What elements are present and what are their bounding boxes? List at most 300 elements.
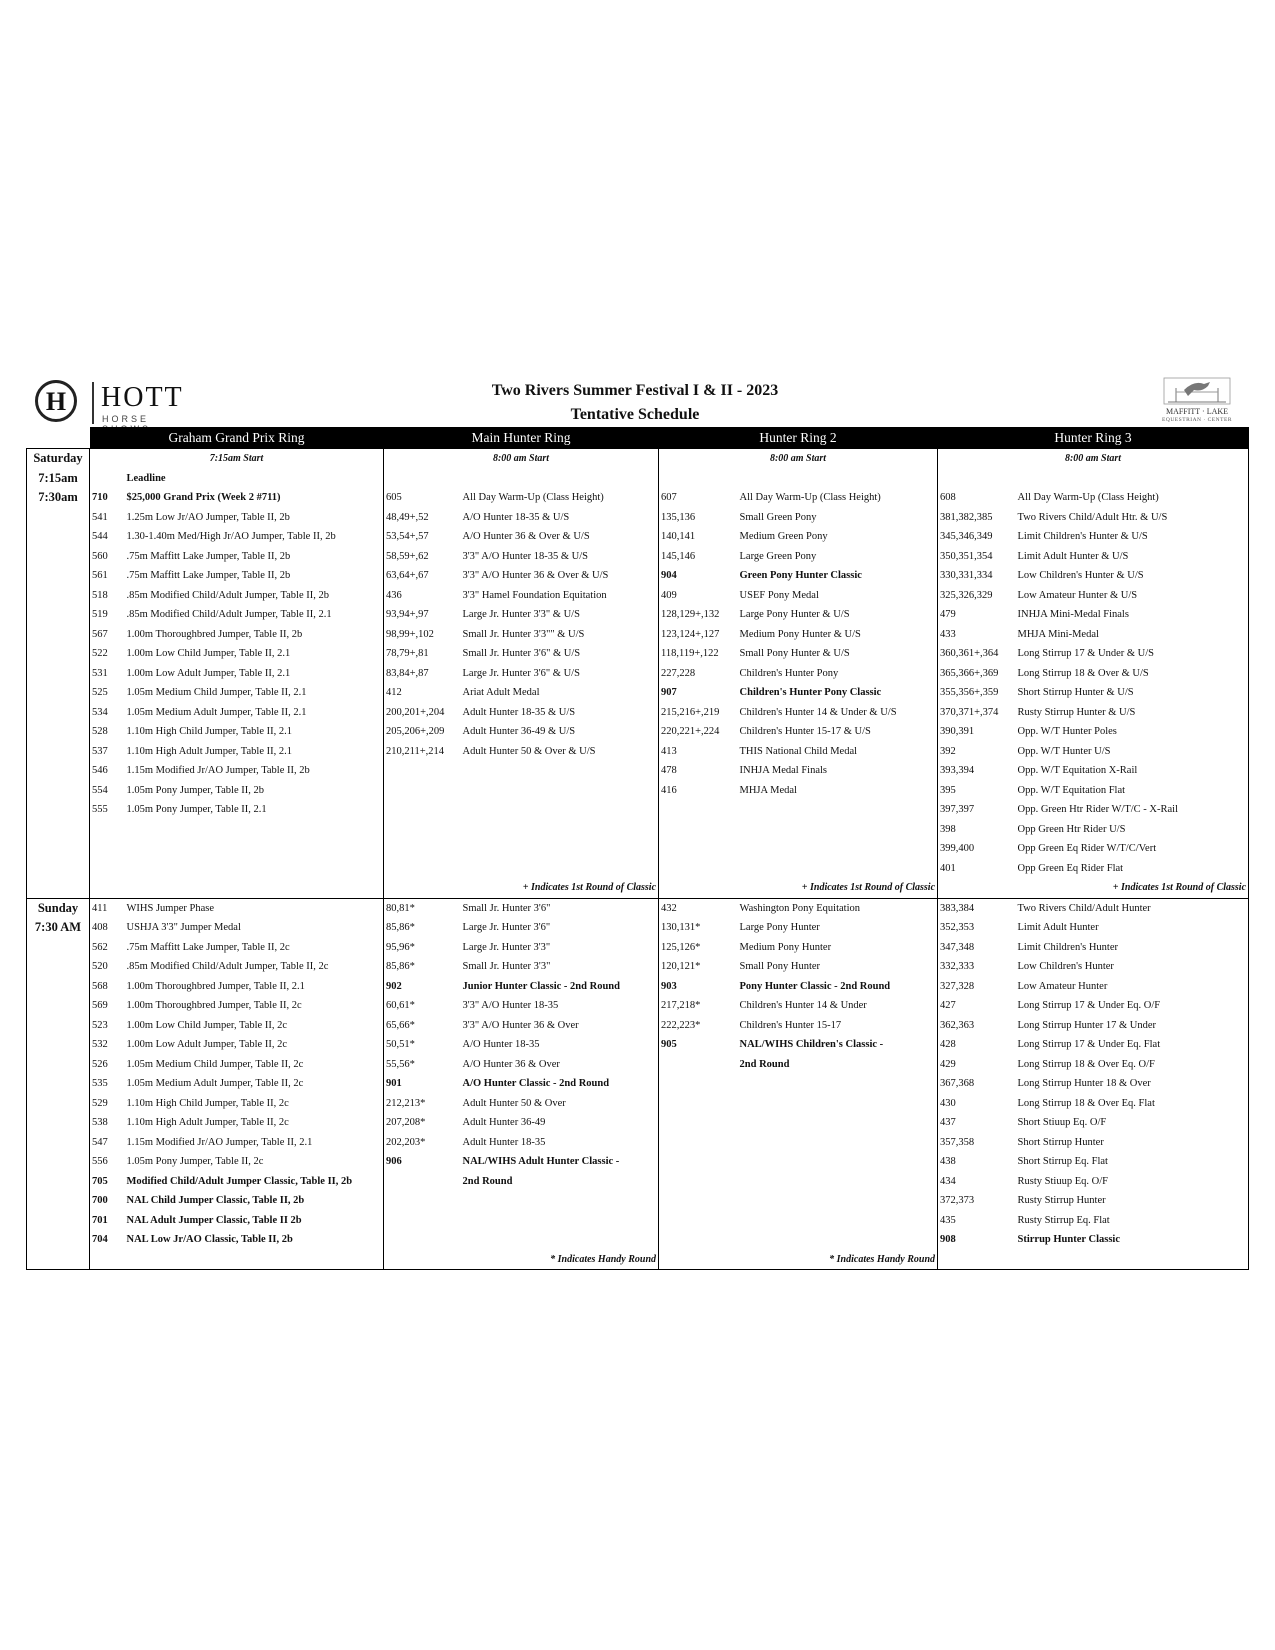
class-description: Children's Hunter 14 & Under bbox=[738, 996, 938, 1016]
class-description: A/O Hunter 36 & Over bbox=[461, 1055, 659, 1075]
class-number bbox=[659, 859, 738, 879]
sunday-notes-row bbox=[27, 1250, 1249, 1270]
ring-hunter-3: Hunter Ring 3 bbox=[938, 427, 1249, 449]
class-number bbox=[659, 1094, 738, 1114]
class-description: All Day Warm-Up (Class Height) bbox=[738, 488, 938, 508]
class-description: Large Pony Hunter bbox=[738, 918, 938, 938]
table-row bbox=[27, 605, 1249, 625]
class-number: 120,121* bbox=[661, 961, 701, 972]
class-description: 1.25m Low Jr/AO Jumper, Table II, 2b bbox=[125, 508, 384, 528]
class-description: 1.00m Low Child Jumper, Table II, 2c bbox=[125, 1016, 384, 1036]
class-number: 411 bbox=[90, 898, 125, 918]
class-number: 212,213* bbox=[386, 1097, 426, 1109]
class-description: Opp Green Eq Rider W/T/C/Vert bbox=[1016, 839, 1249, 859]
class-description bbox=[738, 1074, 938, 1094]
class-description: Junior Hunter Classic - 2nd Round bbox=[461, 977, 659, 997]
class-description bbox=[461, 859, 659, 879]
class-description bbox=[738, 820, 938, 840]
class-number: 434 bbox=[940, 1175, 956, 1187]
class-description: 1.10m High Adult Jumper, Table II, 2c bbox=[125, 1113, 384, 1133]
class-number: 522 bbox=[92, 648, 108, 659]
class-description: Two Rivers Child/Adult Hunter bbox=[1016, 898, 1249, 918]
class-number: 399,400 bbox=[940, 843, 975, 854]
class-description: Opp. W/T Hunter U/S bbox=[1016, 742, 1249, 762]
class-description bbox=[738, 1094, 938, 1114]
class-number: 608 bbox=[940, 492, 956, 503]
class-number bbox=[659, 1230, 738, 1250]
class-description bbox=[738, 1211, 938, 1231]
ring-hunter-2: Hunter Ring 2 bbox=[659, 427, 938, 449]
class-description: NAL Low Jr/AO Classic, Table II, 2b bbox=[125, 1230, 384, 1250]
schedule-body bbox=[27, 449, 1249, 1270]
class-description: Opp. W/T Hunter Poles bbox=[1016, 722, 1249, 742]
table-row bbox=[27, 1211, 1249, 1231]
class-number: 546 bbox=[92, 765, 108, 776]
class-number bbox=[659, 1172, 738, 1192]
class-number: 125,126* bbox=[661, 941, 701, 953]
class-number: 381,382,385 bbox=[940, 511, 993, 523]
class-description: Rusty Stiuup Eq. O/F bbox=[1016, 1172, 1249, 1192]
class-description: Small Jr. Hunter 3'6" & U/S bbox=[461, 644, 659, 664]
class-description: Long Stirrup 17 & Under & U/S bbox=[1016, 644, 1249, 664]
class-description bbox=[461, 1230, 659, 1250]
class-description: All Day Warm-Up (Class Height) bbox=[461, 488, 659, 508]
class-description: Rusty Stirrup Hunter & U/S bbox=[1016, 703, 1249, 723]
class-description: 1.05m Medium Adult Jumper, Table II, 2.1 bbox=[125, 703, 384, 723]
class-description: Small Jr. Hunter 3'3"" & U/S bbox=[461, 625, 659, 645]
class-description: Opp. W/T Equitation Flat bbox=[1016, 781, 1249, 801]
class-number bbox=[90, 859, 125, 879]
class-number: 83,84+,87 bbox=[386, 667, 429, 679]
class-description: Long Stirrup 18 & Over & U/S bbox=[1016, 664, 1249, 684]
class-description: Long Stirrup 17 & Under Eq. Flat bbox=[1016, 1035, 1249, 1055]
class-description: Large Jr. Hunter 3'3" & U/S bbox=[461, 605, 659, 625]
class-description: Limit Children's Hunter & U/S bbox=[1016, 527, 1249, 547]
class-description: 1.10m High Child Jumper, Table II, 2.1 bbox=[125, 722, 384, 742]
class-number bbox=[659, 1191, 738, 1211]
class-description: Ariat Adult Medal bbox=[461, 683, 659, 703]
class-number: 560 bbox=[92, 550, 108, 562]
class-number: 535 bbox=[92, 1078, 108, 1089]
class-number: 908 bbox=[940, 1234, 956, 1245]
class-description: Opp. W/T Equitation X-Rail bbox=[1016, 761, 1249, 781]
table-row bbox=[27, 488, 1249, 508]
class-number: 50,51* bbox=[386, 1039, 415, 1050]
class-number: 531 bbox=[92, 667, 108, 679]
class-description bbox=[738, 839, 938, 859]
class-description: USEF Pony Medal bbox=[738, 586, 938, 606]
class-description: 1.05m Pony Jumper, Table II, 2.1 bbox=[125, 800, 384, 820]
class-number: 145,146 bbox=[661, 550, 696, 562]
class-description: Adult Hunter 50 & Over & U/S bbox=[461, 742, 659, 762]
table-row bbox=[27, 508, 1249, 528]
class-number: 362,363 bbox=[940, 1019, 975, 1031]
table-row bbox=[27, 703, 1249, 723]
class-number: 416 bbox=[661, 784, 677, 796]
class-description bbox=[738, 1191, 938, 1211]
class-description: Rusty Stirrup Hunter bbox=[1016, 1191, 1249, 1211]
class-number: 393,394 bbox=[940, 765, 975, 776]
class-number: 541 bbox=[92, 511, 108, 523]
class-description: NAL Child Jumper Classic, Table II, 2b bbox=[125, 1191, 384, 1211]
class-number: 607 bbox=[661, 492, 677, 503]
class-description: Adult Hunter 18-35 bbox=[461, 1133, 659, 1153]
class-description: Short Stirrup Eq. Flat bbox=[1016, 1152, 1249, 1172]
class-number: 528 bbox=[92, 726, 108, 737]
class-description: INHJA Medal Finals bbox=[738, 761, 938, 781]
class-description: Limit Children's Hunter bbox=[1016, 938, 1249, 958]
class-number: 63,64+,67 bbox=[386, 570, 429, 581]
class-description: .75m Maffitt Lake Jumper, Table II, 2b bbox=[125, 566, 384, 586]
table-row bbox=[27, 664, 1249, 684]
page-subtitle: Tentative Schedule bbox=[570, 406, 700, 423]
class-description: 1.00m Low Child Jumper, Table II, 2.1 bbox=[125, 644, 384, 664]
class-number: 561 bbox=[92, 570, 108, 581]
class-description: 1.05m Medium Child Jumper, Table II, 2.1 bbox=[125, 683, 384, 703]
table-row bbox=[27, 1094, 1249, 1114]
class-number: 907 bbox=[661, 687, 677, 698]
class-description: Small Green Pony bbox=[738, 508, 938, 528]
class-number: 330,331,334 bbox=[940, 570, 993, 581]
class-number: 202,203* bbox=[386, 1136, 426, 1148]
class-description bbox=[461, 1211, 659, 1231]
class-number bbox=[384, 800, 461, 820]
class-description: Long Stirrup 18 & Over Eq. O/F bbox=[1016, 1055, 1249, 1075]
class-description: 1.00m Low Adult Jumper, Table II, 2.1 bbox=[125, 664, 384, 684]
class-number: 332,333 bbox=[940, 961, 975, 972]
class-number: 427 bbox=[940, 1000, 956, 1011]
class-description: Long Stirrup Hunter 17 & Under bbox=[1016, 1016, 1249, 1036]
saturday-start-row bbox=[27, 449, 1249, 469]
table-row bbox=[27, 996, 1249, 1016]
class-number: 85,86* bbox=[386, 961, 415, 972]
class-number: 547 bbox=[92, 1136, 108, 1148]
class-number: 569 bbox=[92, 1000, 108, 1011]
class-description: Short Stiuup Eq. O/F bbox=[1016, 1113, 1249, 1133]
page-title: Two Rivers Summer Festival I & II - 2023 bbox=[491, 382, 779, 399]
table-row bbox=[27, 859, 1249, 879]
class-description: 1.00m Thoroughbred Jumper, Table II, 2c bbox=[125, 996, 384, 1016]
table-row bbox=[27, 742, 1249, 762]
class-description: Washington Pony Equitation bbox=[738, 898, 938, 918]
class-description: 1.00m Low Adult Jumper, Table II, 2c bbox=[125, 1035, 384, 1055]
class-description: THIS National Child Medal bbox=[738, 742, 938, 762]
class-number bbox=[384, 761, 461, 781]
class-number: 357,358 bbox=[940, 1136, 975, 1148]
class-description: 1.05m Pony Jumper, Table II, 2b bbox=[125, 781, 384, 801]
class-number: 128,129+,132 bbox=[661, 609, 720, 620]
class-number: 433 bbox=[940, 628, 956, 640]
class-number: 355,356+,359 bbox=[940, 687, 999, 698]
class-number: 58,59+,62 bbox=[386, 550, 429, 562]
class-number: 48,49+,52 bbox=[386, 511, 429, 523]
class-number: 205,206+,209 bbox=[386, 726, 445, 737]
class-description bbox=[125, 859, 384, 879]
class-number: 78,79+,81 bbox=[386, 648, 429, 659]
table-row bbox=[27, 1172, 1249, 1192]
class-number: 905 bbox=[661, 1039, 677, 1050]
class-description: Small Pony Hunter bbox=[738, 957, 938, 977]
class-description: NAL Adult Jumper Classic, Table II 2b bbox=[125, 1211, 384, 1231]
class-description: USHJA 3'3" Jumper Medal bbox=[125, 918, 384, 938]
class-description bbox=[738, 1172, 938, 1192]
class-description bbox=[738, 1113, 938, 1133]
class-description: 1.00m Thoroughbred Jumper, Table II, 2.1 bbox=[125, 977, 384, 997]
class-description: Large Pony Hunter & U/S bbox=[738, 605, 938, 625]
class-description: Low Amateur Hunter bbox=[1016, 977, 1249, 997]
day-saturday: Saturday bbox=[27, 449, 90, 469]
class-number: 428 bbox=[940, 1039, 956, 1050]
class-number: 85,86* bbox=[386, 922, 415, 933]
class-description: 1.10m High Child Jumper, Table II, 2c bbox=[125, 1094, 384, 1114]
class-number: 562 bbox=[92, 941, 108, 953]
class-description: 3'3" A/O Hunter 18-35 & U/S bbox=[461, 547, 659, 567]
class-number: 408 bbox=[92, 922, 108, 933]
class-number: 529 bbox=[92, 1097, 108, 1109]
class-number: 210,211+,214 bbox=[386, 745, 445, 757]
class-description: 1.05m Medium Adult Jumper, Table II, 2c bbox=[125, 1074, 384, 1094]
class-description bbox=[461, 761, 659, 781]
class-number: 701 bbox=[92, 1214, 108, 1226]
class-number: 98,99+,102 bbox=[386, 628, 434, 640]
class-description bbox=[461, 1191, 659, 1211]
table-row bbox=[27, 820, 1249, 840]
class-description: Large Jr. Hunter 3'6" bbox=[461, 918, 659, 938]
sunday-time: 7:30 AM bbox=[27, 918, 90, 938]
class-description: Opp Green Htr Rider U/S bbox=[1016, 820, 1249, 840]
table-row bbox=[27, 566, 1249, 586]
class-number bbox=[384, 1172, 461, 1192]
class-description: Stirrup Hunter Classic bbox=[1016, 1230, 1249, 1250]
class-number bbox=[659, 820, 738, 840]
class-number: 519 bbox=[92, 609, 108, 620]
class-number: 436 bbox=[386, 589, 402, 601]
class-description: 1.15m Modified Jr/AO Jumper, Table II, 2.1 bbox=[125, 1133, 384, 1153]
class-description bbox=[738, 859, 938, 879]
class-description: Long Stirrup Hunter 18 & Over bbox=[1016, 1074, 1249, 1094]
table-row bbox=[27, 938, 1249, 958]
table-row bbox=[27, 683, 1249, 703]
class-description bbox=[461, 820, 659, 840]
class-number: 130,131* bbox=[661, 922, 701, 933]
class-description: Rusty Stirrup Eq. Flat bbox=[1016, 1211, 1249, 1231]
class-number: 325,326,329 bbox=[940, 589, 993, 601]
classic-note bbox=[90, 878, 384, 898]
class-description: Modified Child/Adult Jumper Classic, Table II, 2b bbox=[125, 1172, 384, 1192]
class-number bbox=[659, 839, 738, 859]
table-row bbox=[27, 1074, 1249, 1094]
table-row bbox=[27, 1133, 1249, 1153]
class-description: 1.00m Thoroughbred Jumper, Table II, 2b bbox=[125, 625, 384, 645]
class-description: 2nd Round bbox=[738, 1055, 938, 1075]
class-number bbox=[384, 1191, 461, 1211]
handy-round-note: * Indicates Handy Round bbox=[659, 1250, 938, 1270]
saturday-notes-row bbox=[27, 878, 1249, 898]
class-number: 217,218* bbox=[661, 1000, 701, 1011]
table-row bbox=[27, 644, 1249, 664]
class-description: Children's Hunter 14 & Under & U/S bbox=[738, 703, 938, 723]
class-number: 95,96* bbox=[386, 941, 415, 953]
table-row bbox=[27, 1016, 1249, 1036]
class-description bbox=[125, 820, 384, 840]
class-number: 365,366+,369 bbox=[940, 667, 999, 679]
class-number bbox=[384, 820, 461, 840]
maffitt-lake-logo: MAFFITT · LAKE EQUESTRIAN · CENTER bbox=[1152, 376, 1242, 428]
day-sunday: Sunday bbox=[27, 898, 90, 918]
class-description bbox=[461, 800, 659, 820]
class-number: 430 bbox=[940, 1097, 956, 1109]
class-description: Opp Green Eq Rider Flat bbox=[1016, 859, 1249, 879]
class-number: 544 bbox=[92, 531, 108, 542]
table-row bbox=[27, 1035, 1249, 1055]
class-description: MHJA Mini-Medal bbox=[1016, 625, 1249, 645]
class-description: A/O Hunter 18-35 bbox=[461, 1035, 659, 1055]
class-number: 397,397 bbox=[940, 804, 975, 815]
class-number: 705 bbox=[92, 1175, 108, 1187]
class-description: Opp. Green Htr Rider W/T/C - X-Rail bbox=[1016, 800, 1249, 820]
table-row bbox=[27, 722, 1249, 742]
class-description: Pony Hunter Classic - 2nd Round bbox=[738, 977, 938, 997]
table-row bbox=[27, 800, 1249, 820]
class-number: 432 bbox=[659, 898, 738, 918]
class-number: 401 bbox=[940, 862, 956, 874]
class-number: 409 bbox=[661, 589, 677, 601]
class-number: 532 bbox=[92, 1039, 108, 1050]
class-description: 1.05m Medium Child Jumper, Table II, 2c bbox=[125, 1055, 384, 1075]
class-description: INHJA Mini-Medal Finals bbox=[1016, 605, 1249, 625]
class-number: 55,56* bbox=[386, 1058, 415, 1070]
class-number: 123,124+,127 bbox=[661, 628, 720, 640]
class-number: 479 bbox=[940, 609, 956, 620]
ring-header-row bbox=[27, 427, 1249, 449]
handy-round-note bbox=[90, 1250, 384, 1270]
class-number bbox=[659, 1113, 738, 1133]
class-number: 327,328 bbox=[940, 980, 975, 992]
class-description: Large Jr. Hunter 3'3" bbox=[461, 938, 659, 958]
class-description: Medium Green Pony bbox=[738, 527, 938, 547]
class-number bbox=[659, 1152, 738, 1172]
class-number: 605 bbox=[386, 492, 402, 503]
horse-jump-icon bbox=[1160, 376, 1234, 408]
class-number: 215,216+,219 bbox=[661, 706, 720, 718]
class-number: 345,346,349 bbox=[940, 531, 993, 542]
class-number: 429 bbox=[940, 1058, 956, 1070]
hott-logo-word: HOTT bbox=[101, 382, 184, 413]
table-row bbox=[27, 761, 1249, 781]
class-number bbox=[659, 1074, 738, 1094]
class-description: .85m Modified Child/Adult Jumper, Table II, 2c bbox=[125, 957, 384, 977]
class-description: All Day Warm-Up (Class Height) bbox=[1016, 488, 1249, 508]
class-description: 1.05m Pony Jumper, Table II, 2c bbox=[125, 1152, 384, 1172]
table-row bbox=[27, 547, 1249, 567]
ring-start-time: 8:00 am Start bbox=[938, 449, 1249, 469]
table-row bbox=[27, 781, 1249, 801]
class-number: 518 bbox=[92, 589, 108, 601]
class-description: Low Children's Hunter bbox=[1016, 957, 1249, 977]
class-number: 554 bbox=[92, 784, 108, 796]
leadline-label: Leadline bbox=[125, 469, 384, 489]
class-description: 1.15m Modified Jr/AO Jumper, Table II, 2b bbox=[125, 761, 384, 781]
class-description: Adult Hunter 36-49 bbox=[461, 1113, 659, 1133]
class-number: 538 bbox=[92, 1117, 108, 1128]
class-number: 520 bbox=[92, 961, 108, 972]
class-description: Small Pony Hunter & U/S bbox=[738, 644, 938, 664]
schedule-table bbox=[26, 427, 1249, 1270]
class-description: Long Stirrup 18 & Over Eq. Flat bbox=[1016, 1094, 1249, 1114]
class-description: 1.10m High Adult Jumper, Table II, 2.1 bbox=[125, 742, 384, 762]
class-number: 568 bbox=[92, 980, 108, 992]
hott-logo bbox=[35, 378, 195, 428]
ring-start-time: 8:00 am Start bbox=[659, 449, 938, 469]
class-description: Limit Adult Hunter bbox=[1016, 918, 1249, 938]
class-description: $25,000 Grand Prix (Week 2 #711) bbox=[125, 488, 384, 508]
class-description: Green Pony Hunter Classic bbox=[738, 566, 938, 586]
class-number: 437 bbox=[940, 1117, 956, 1128]
class-number: 392 bbox=[940, 745, 956, 757]
class-number: 207,208* bbox=[386, 1117, 426, 1128]
class-number: 413 bbox=[661, 745, 677, 757]
class-description: Low Children's Hunter & U/S bbox=[1016, 566, 1249, 586]
class-number bbox=[90, 839, 125, 859]
class-number: 700 bbox=[92, 1195, 108, 1206]
class-number: 370,371+,374 bbox=[940, 706, 999, 718]
class-number: 352,353 bbox=[940, 922, 975, 933]
class-description: Children's Hunter Pony bbox=[738, 664, 938, 684]
class-number: 200,201+,204 bbox=[386, 706, 445, 718]
class-number: 902 bbox=[386, 980, 402, 992]
class-description: Long Stirrup 17 & Under Eq. O/F bbox=[1016, 996, 1249, 1016]
class-description: Small Jr. Hunter 3'6" bbox=[461, 898, 659, 918]
table-row bbox=[27, 625, 1249, 645]
class-description: Large Jr. Hunter 3'6" & U/S bbox=[461, 664, 659, 684]
class-number: 537 bbox=[92, 745, 108, 757]
table-row bbox=[27, 1113, 1249, 1133]
class-description: Children's Hunter 15-17 bbox=[738, 1016, 938, 1036]
class-number: 526 bbox=[92, 1058, 108, 1070]
table-row bbox=[27, 527, 1249, 547]
ring-graham-grand-prix: Graham Grand Prix Ring bbox=[90, 427, 384, 449]
saturday-time-1: 7:15am bbox=[27, 469, 90, 489]
class-number: 53,54+,57 bbox=[386, 531, 429, 542]
class-number bbox=[384, 781, 461, 801]
class-description: Children's Hunter 15-17 & U/S bbox=[738, 722, 938, 742]
class-number: 534 bbox=[92, 706, 108, 718]
table-row bbox=[27, 898, 1249, 918]
class-description: Adult Hunter 18-35 & U/S bbox=[461, 703, 659, 723]
class-number bbox=[659, 800, 738, 820]
class-description: Adult Hunter 50 & Over bbox=[461, 1094, 659, 1114]
class-number: 135,136 bbox=[661, 511, 696, 523]
classic-note: + Indicates 1st Round of Classic bbox=[384, 878, 659, 898]
class-description: Large Green Pony bbox=[738, 547, 938, 567]
class-description: Short Stirrup Hunter bbox=[1016, 1133, 1249, 1153]
ring-start-time: 8:00 am Start bbox=[384, 449, 659, 469]
class-description bbox=[461, 781, 659, 801]
table-row bbox=[27, 586, 1249, 606]
class-description: Two Rivers Child/Adult Htr. & U/S bbox=[1016, 508, 1249, 528]
class-number: 903 bbox=[661, 980, 677, 992]
class-number bbox=[384, 1230, 461, 1250]
class-number: 372,373 bbox=[940, 1195, 975, 1206]
table-row bbox=[27, 977, 1249, 997]
class-number: 140,141 bbox=[661, 531, 696, 542]
classic-note: + Indicates 1st Round of Classic bbox=[659, 878, 938, 898]
ring-main-hunter: Main Hunter Ring bbox=[384, 427, 659, 449]
class-description bbox=[125, 839, 384, 859]
class-number: 904 bbox=[661, 570, 677, 581]
ring-start-time: 7:15am Start bbox=[90, 449, 384, 469]
class-description: A/O Hunter 36 & Over & U/S bbox=[461, 527, 659, 547]
